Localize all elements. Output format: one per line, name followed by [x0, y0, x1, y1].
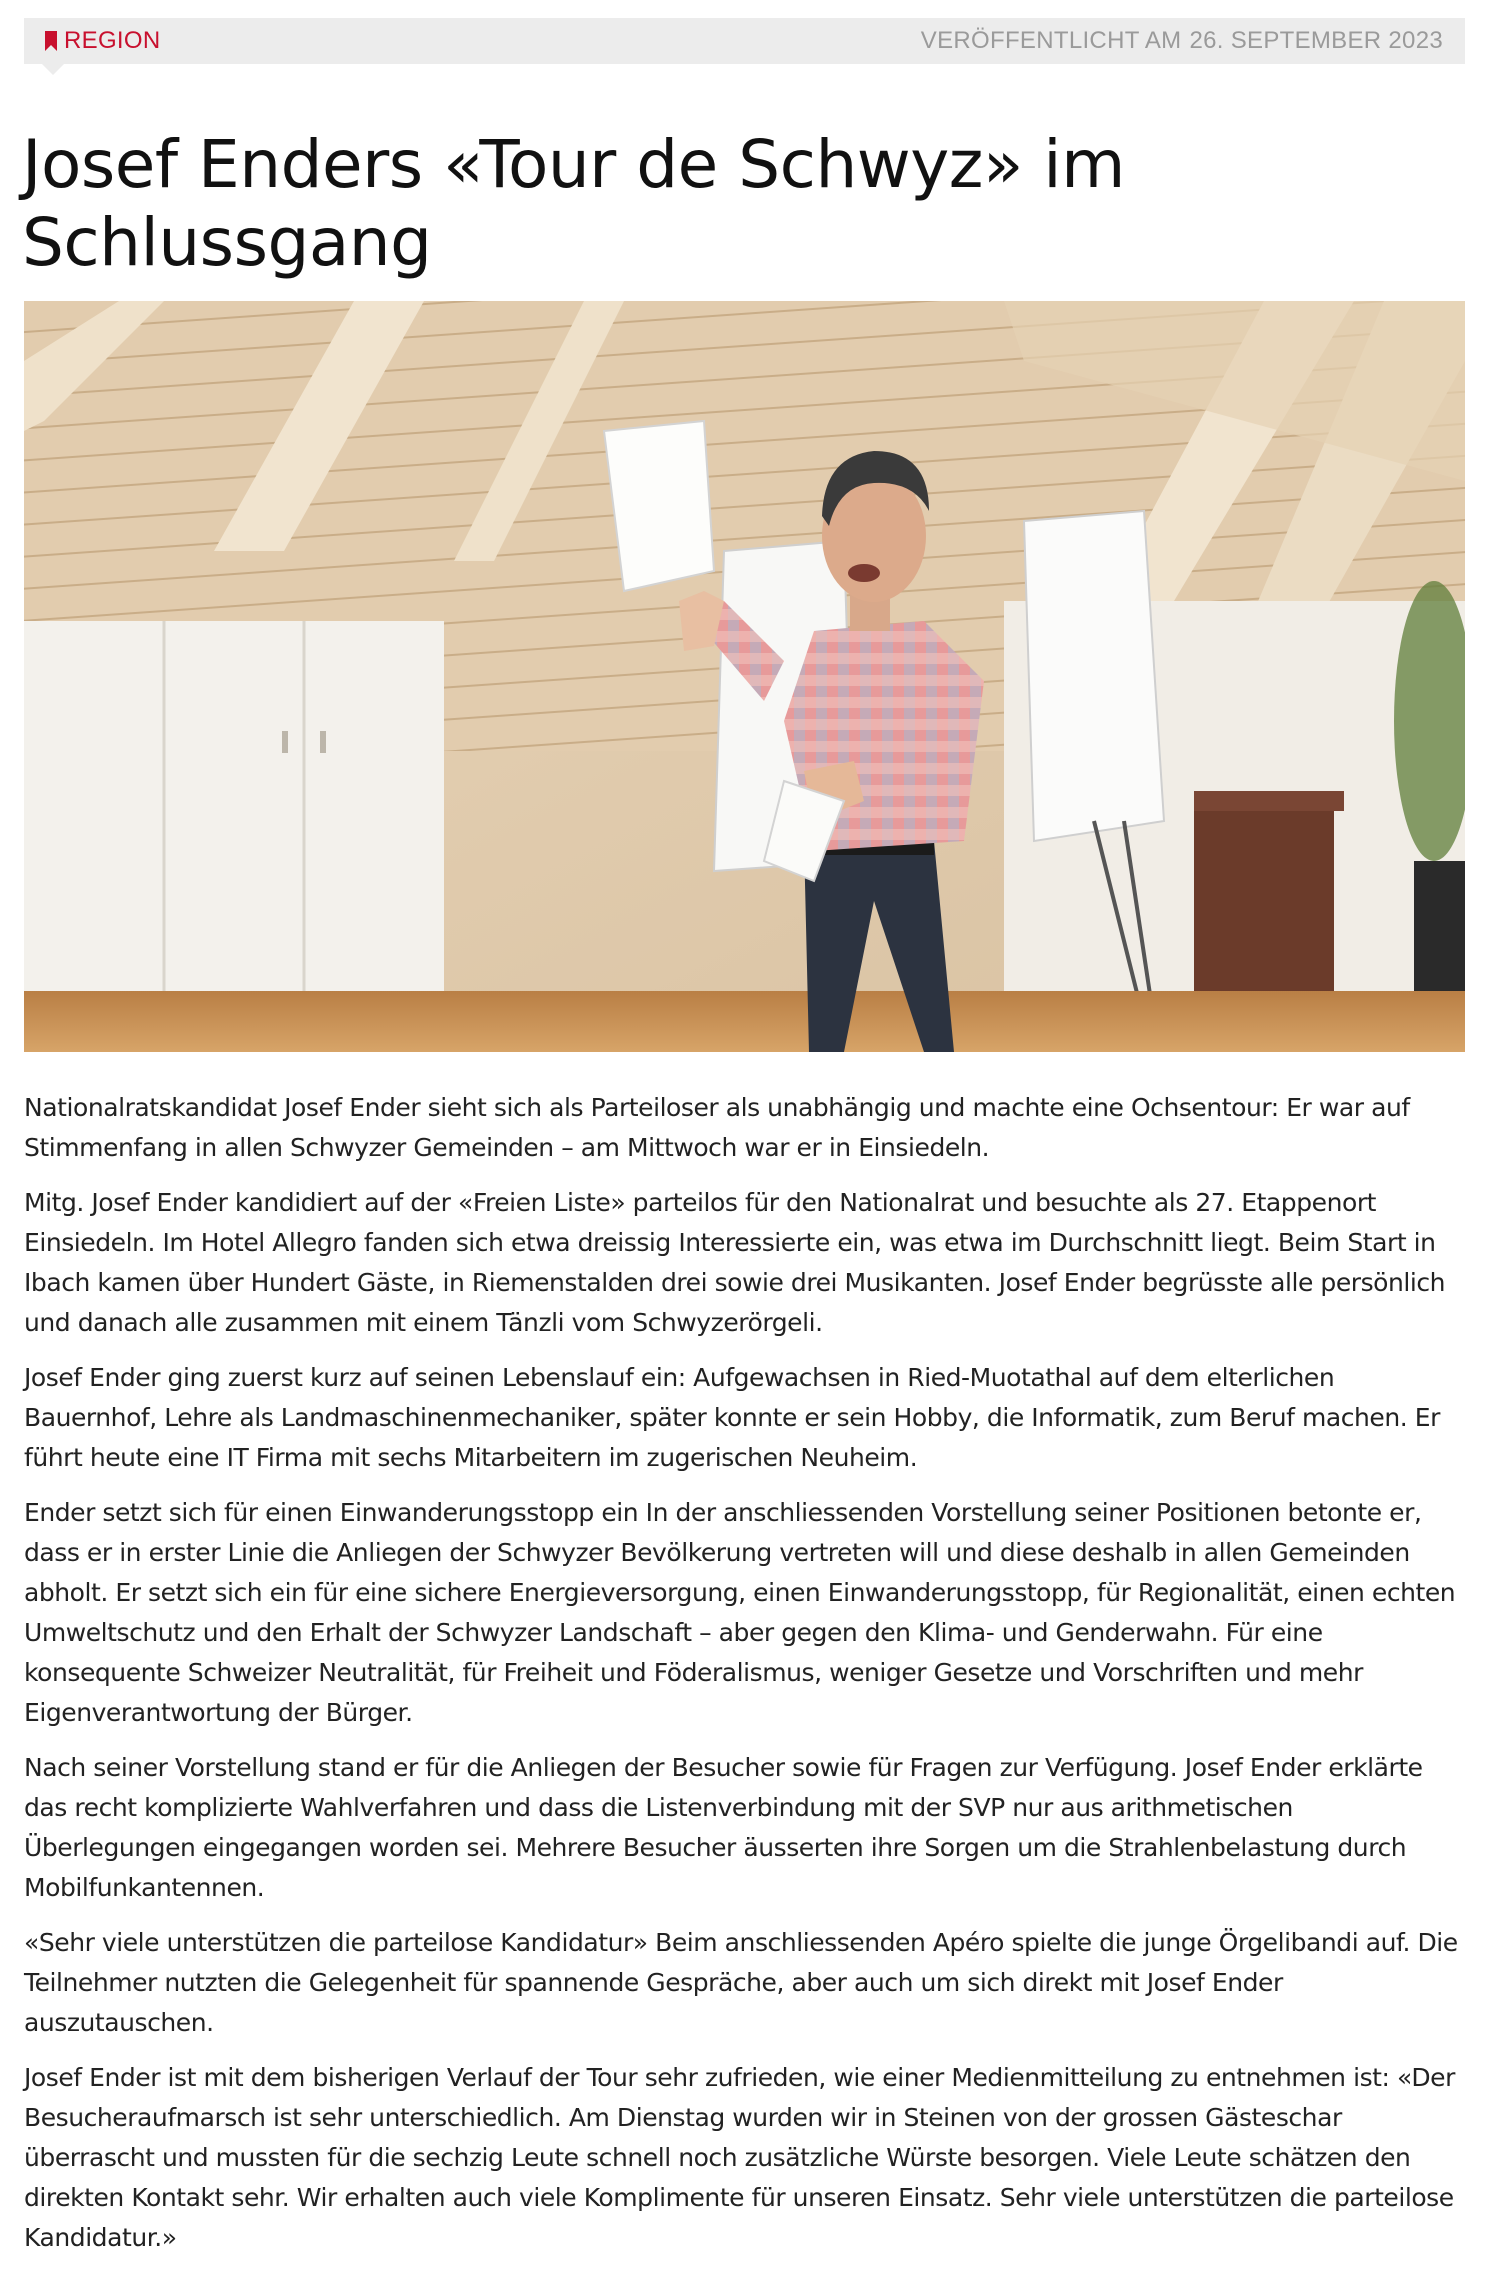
- bookmark-icon: [44, 31, 58, 51]
- article-paragraph: Josef Ender ist mit dem bisherigen Verlauf der Tour sehr zufrieden, wie einer Medienmitteilung zu entnehmen ist: «Der Besucheraufmarsch ist sehr unterschiedlich. Am Dienstag wurden wir in Steinen von der grossen Gästeschar überrascht und mussten für die sechzig Leute schnell noch zusätzliche Würste besorgen. Viele Leute schätzen den direkten Kontakt sehr. Wir erhalten auch viele Komplimente für unseren Einsatz. Sehr viele unterstützen die parteilose Kandidatur.»: [24, 2063, 1455, 2252]
- article-paragraph: Nach seiner Vorstellung stand er für die Anliegen der Besucher sowie für Fragen zur Verfügung. Josef Ender erklärte das recht komplizierte Wahlverfahren und dass die Listenverbindung mit der SVP nur aus arithmetischen Überlegungen eingegangen worden sei. Mehrere Besucher äusserten ihre Sorgen um die Strahlenbelastung durch Mobilfunkantennen.: [24, 1753, 1423, 1902]
- article-paragraph: Josef Ender ging zuerst kurz auf seinen Lebenslauf ein: Aufgewachsen in Ried-Muotathal auf dem elterlichen Bauernhof, Lehre als Landmaschinenmechaniker, später konnte er sein Hobby, die Informatik, zum Beruf machen. Er führt heute eine IT Firma mit sechs Mitarbeitern im zugerischen Neuheim.: [24, 1363, 1440, 1472]
- article-paragraph: Ender setzt sich für einen Einwanderungsstopp ein In der anschliessenden Vorstellung seiner Positionen betonte er, dass er in erster Linie die Anliegen der Schwyzer Bevölkerung vertreten will und diese deshalb in allen Gemeinden abholt. Er setzt sich ein für eine sichere Energieversorgung, einen Einwanderungsstopp, für Regionalität, einen echten Umweltschutz und den Erhalt der Schwyzer Landschaft – aber gegen den Klima- und Genderwahn. Für eine konsequente Schweizer Neutralität, für Freiheit und Föderalismus, weniger Gesetze und Vorschriften und mehr Eigenverantwortung der Bürger.: [24, 1498, 1456, 1727]
- article-body: [24, 1088, 1465, 2258]
- article-meta-bar: [24, 18, 1465, 64]
- article-title: Josef Enders «Tour de Schwyz» im Schlussgang: [22, 126, 1125, 281]
- published-label: VERÖFFENTLICHT AM: [920, 27, 1182, 54]
- article-paragraph: Mitg. Josef Ender kandidiert auf der «Freien Liste» parteilos für den Nationalrat und besuchte als 27. Etappenort Einsiedeln. Im Hotel Allegro fanden sich etwa dreissig Interessierte ein, was etwa im Durchschnitt liegt. Beim Start in Ibach kamen über Hundert Gäste, in Riemenstalden drei sowie drei Musikanten. Josef Ender begrüsste alle persönlich und danach alle zusammen mit einem Tänzli vom Schwyzerörgeli.: [24, 1188, 1446, 1337]
- category-label: REGION: [64, 27, 161, 54]
- article-paragraph: «Sehr viele unterstützen die parteilose Kandidatur» Beim anschliessenden Apéro spielte die junge Örgelibandi auf. Die Teilnehmer nutzten die Gelegenheit für spannende Gespräche, aber auch um sich direkt mit Josef Ender auszutauschen.: [24, 1928, 1458, 2037]
- article-paragraph: Nationalratskandidat Josef Ender sieht sich als Parteiloser als unabhängig und machte eine Ochsentour: Er war auf Stimmenfang in allen Schwyzer Gemeinden – am Mittwoch war er in Einsiedeln.: [24, 1093, 1410, 1162]
- hero-image: [24, 301, 1465, 1052]
- article: [24, 18, 1465, 2273]
- published-date: 26. SEPTEMBER 2023: [1189, 27, 1443, 54]
- category-link[interactable]: [44, 27, 160, 55]
- published-info: [921, 27, 1443, 55]
